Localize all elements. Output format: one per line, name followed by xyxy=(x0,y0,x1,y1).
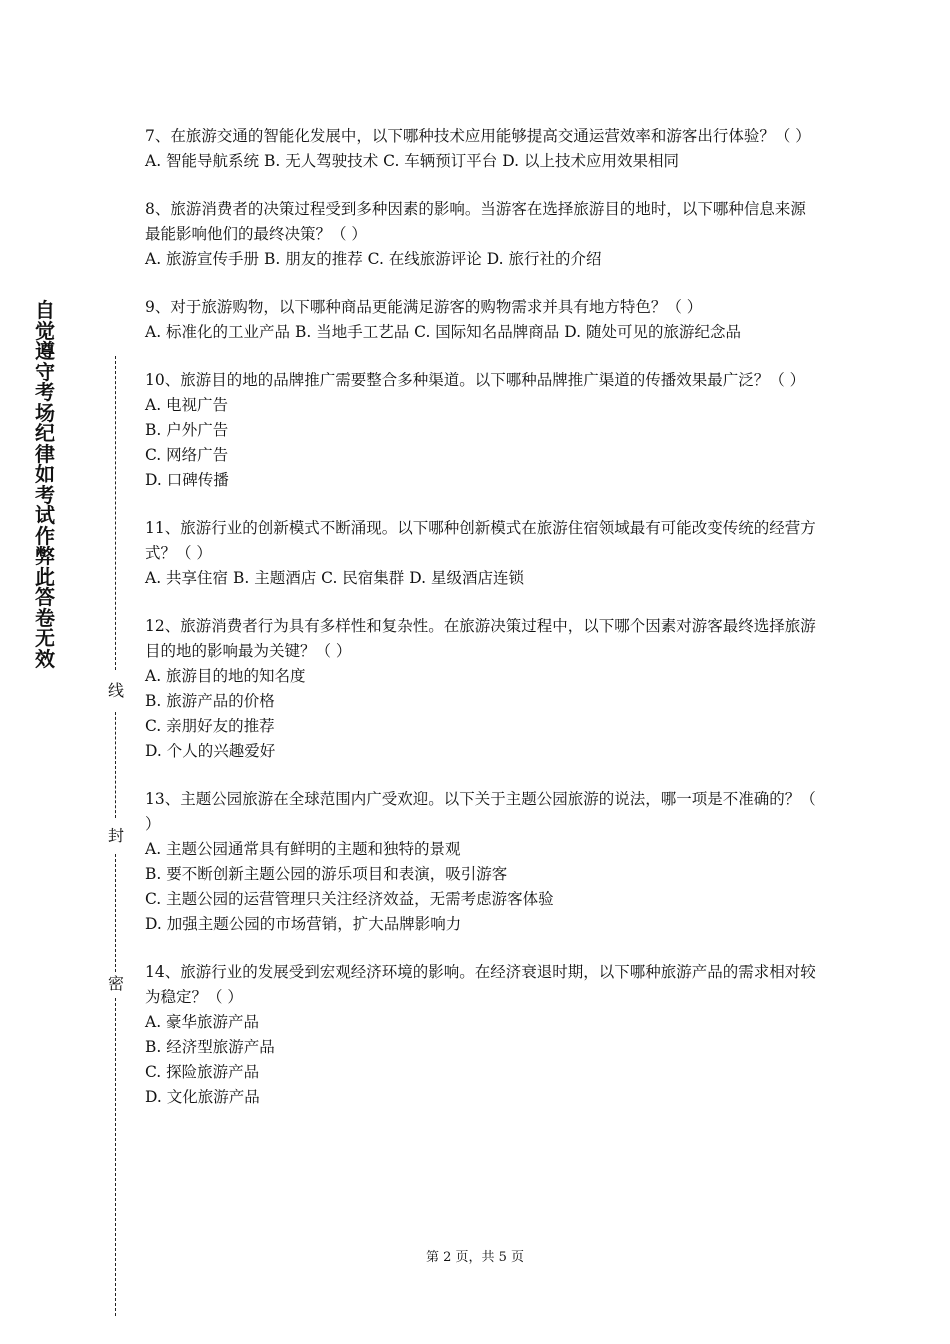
binding-line-segment xyxy=(115,712,116,818)
option-c: C. 亲朋好友的推荐 xyxy=(145,717,275,735)
question-text: 9、对于旅游购物，以下哪种商品更能满足游客的购物需求并具有地方特色？（ ） xyxy=(145,298,703,316)
question-13 xyxy=(145,787,820,937)
option-b: B. 户外广告 xyxy=(145,421,229,439)
question-text: 11、旅游行业的创新模式不断涌现。以下哪种创新模式在旅游住宿领域最有可能改变传统的经营方式？（ ） xyxy=(145,519,816,562)
page-number: 第 2 页，共 5 页 xyxy=(425,1250,525,1265)
question-text: 10、旅游目的地的品牌推广需要整合多种渠道。以下哪种品牌推广渠道的传播效果最广泛？（ ） xyxy=(145,371,806,389)
seal-char-xian: 线 xyxy=(107,681,124,700)
option-d: D. 个人的兴趣爱好 xyxy=(145,742,276,760)
option-b: B. 要不断创新主题公园的游乐项目和表演，吸引游客 xyxy=(145,865,508,883)
question-list xyxy=(145,124,820,1133)
options-line: A. 标准化的工业产品 B. 当地手工艺品 C. 国际知名品牌商品 D. 随处可见的旅游纪念品 xyxy=(145,323,741,341)
question-7 xyxy=(145,124,820,174)
option-d: D. 加强主题公园的市场营销，扩大品牌影响力 xyxy=(145,915,462,933)
question-9 xyxy=(145,295,820,345)
question-14 xyxy=(145,960,820,1110)
options-line: A. 智能导航系统 B. 无人驾驶技术 C. 车辆预订平台 D. 以上技术应用效果相同 xyxy=(145,152,679,170)
binding-line-segment xyxy=(115,356,116,670)
option-c: C. 主题公园的运营管理只关注经济效益，无需考虑游客体验 xyxy=(145,890,554,908)
option-c: C. 探险旅游产品 xyxy=(145,1063,260,1081)
question-10 xyxy=(145,368,820,493)
exam-discipline-notice: 自觉遵守考场纪律如考试作弊此答卷无效 xyxy=(35,298,55,671)
seal-char-feng: 封 xyxy=(107,826,124,845)
option-a: A. 电视广告 xyxy=(145,396,229,414)
option-b: B. 经济型旅游产品 xyxy=(145,1038,275,1056)
question-text: 12、旅游消费者行为具有多样性和复杂性。在旅游决策过程中，以下哪个因素对游客最终选择旅游目的地的影响最为关键？（ ） xyxy=(145,617,816,660)
options-line: A. 旅游宣传手册 B. 朋友的推荐 C. 在线旅游评论 D. 旅行社的介绍 xyxy=(145,250,602,268)
question-text: 13、主题公园旅游在全球范围内广受欢迎。以下关于主题公园旅游的说法，哪一项是不准确的？（ ） xyxy=(145,790,816,833)
question-text: 8、旅游消费者的决策过程受到多种因素的影响。当游客在选择旅游目的地时，以下哪种信息来源最能影响他们的最终决策？（ ） xyxy=(145,200,806,243)
option-a: A. 旅游目的地的知名度 xyxy=(145,667,306,685)
binding-line-segment xyxy=(115,998,116,1316)
question-12 xyxy=(145,614,820,764)
option-a: A. 主题公园通常具有鲜明的主题和独特的景观 xyxy=(145,840,461,858)
option-d: D. 口碑传播 xyxy=(145,471,229,489)
question-text: 7、在旅游交通的智能化发展中，以下哪种技术应用能够提高交通运营效率和游客出行体验？（ ） xyxy=(145,127,811,145)
binding-line-segment xyxy=(115,854,116,972)
question-11 xyxy=(145,516,820,591)
option-c: C. 网络广告 xyxy=(145,446,229,464)
question-8 xyxy=(145,197,820,272)
options-line: A. 共享住宿 B. 主题酒店 C. 民宿集群 D. 星级酒店连锁 xyxy=(145,569,524,587)
seal-char-mi: 密 xyxy=(107,974,124,993)
option-b: B. 旅游产品的价格 xyxy=(145,692,275,710)
question-text: 14、旅游行业的发展受到宏观经济环境的影响。在经济衰退时期，以下哪种旅游产品的需求相对较为稳定？（ ） xyxy=(145,963,816,1006)
option-d: D. 文化旅游产品 xyxy=(145,1088,260,1106)
option-a: A. 豪华旅游产品 xyxy=(145,1013,260,1031)
